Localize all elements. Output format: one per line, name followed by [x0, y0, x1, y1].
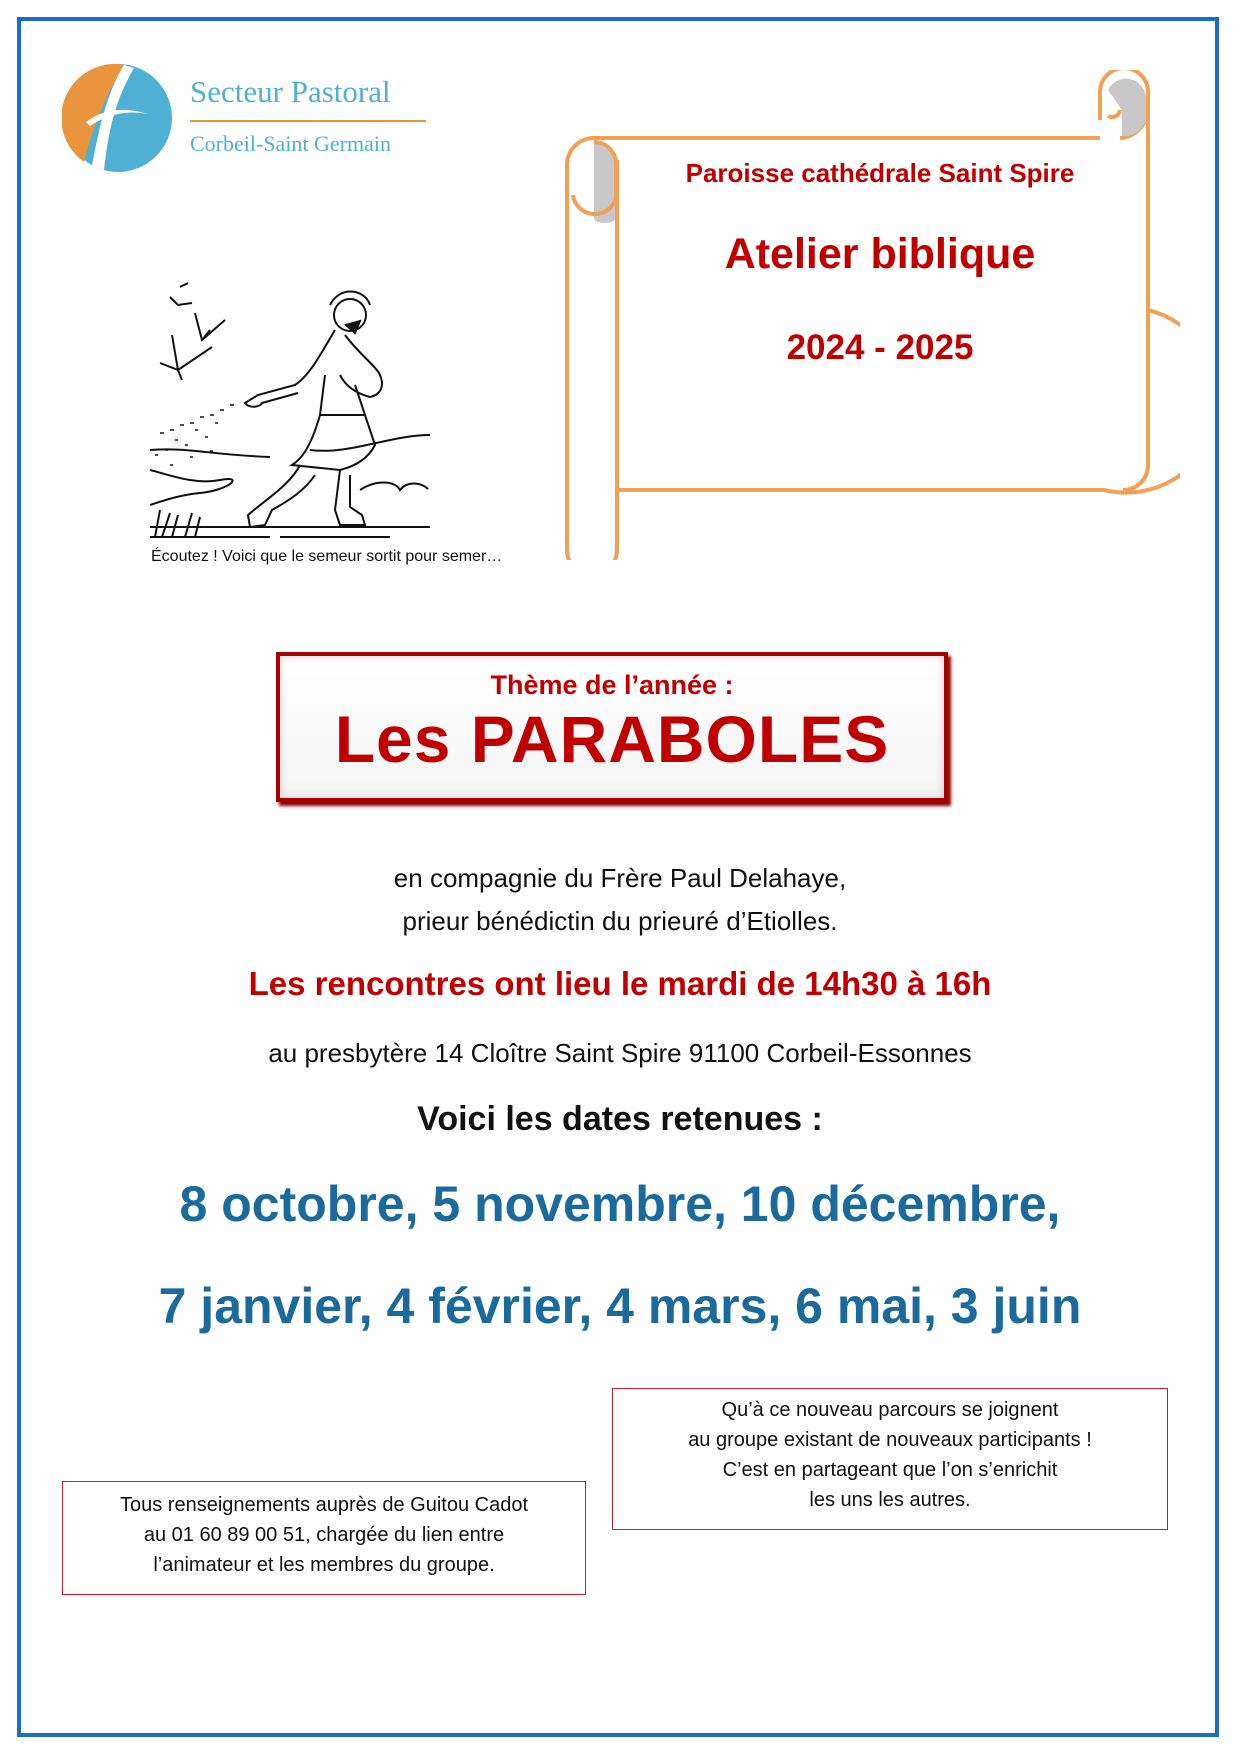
illustration-caption: Écoutez ! Voici que le semeur sortit pour semer…: [151, 548, 503, 565]
logo-divider: [190, 120, 426, 122]
schedule-text: Les rencontres ont lieu le mardi de 14h30 à 16h: [248, 965, 992, 1002]
invitation-line: C’est en partageant que l’on s’enrichit: [722, 1459, 1058, 1481]
intro-text: [0, 857, 1240, 943]
sower-illustration: [150, 275, 435, 540]
sower-drawing-icon: [150, 275, 435, 540]
theme-box: [276, 652, 948, 802]
intro-line-1: en compagnie du Frère Paul Delahaye,: [393, 863, 847, 893]
workshop-title: Atelier biblique: [724, 230, 1036, 278]
theme-title: Les PARABOLES: [334, 702, 890, 776]
contact-box: [62, 1481, 586, 1595]
logo-title: Secteur Pastoral: [190, 74, 391, 109]
logo: [62, 62, 442, 172]
season-years: 2024 - 2025: [786, 328, 974, 367]
invitation-box: [612, 1388, 1168, 1530]
scroll-shape-icon: [560, 70, 1180, 560]
invitation-line: Qu’à ce nouveau parcours se joignent: [721, 1399, 1059, 1421]
dates-heading: Voici les dates retenues :: [417, 1100, 823, 1138]
contact-line: au 01 60 89 00 51, chargée du lien entre: [143, 1524, 505, 1546]
sector-logo-icon: [62, 62, 174, 174]
address-text: au presbytère 14 Cloître Saint Spire 91100 Corbeil-Essonnes: [268, 1038, 972, 1068]
logo-subtitle: Corbeil-Saint Germain: [190, 131, 392, 156]
intro-line-2: prieur bénédictin du prieuré d’Etiolles.: [402, 906, 838, 936]
dates-line-2: 7 janvier, 4 février, 4 mars, 6 mai, 3 juin: [158, 1278, 1082, 1334]
contact-line: l’animateur et les membres du groupe.: [153, 1554, 495, 1576]
dates-line-1: 8 octobre, 5 novembre, 10 décembre,: [179, 1176, 1061, 1232]
scroll-banner: [560, 70, 1180, 560]
theme-label: Thème de l’année :: [490, 670, 734, 700]
invitation-line: les uns les autres.: [809, 1489, 971, 1511]
parish-name: Paroisse cathédrale Saint Spire: [685, 158, 1075, 188]
contact-line: Tous renseignements auprès de Guitou Cadot: [119, 1494, 529, 1516]
invitation-line: au groupe existant de nouveaux participants !: [688, 1429, 1092, 1451]
